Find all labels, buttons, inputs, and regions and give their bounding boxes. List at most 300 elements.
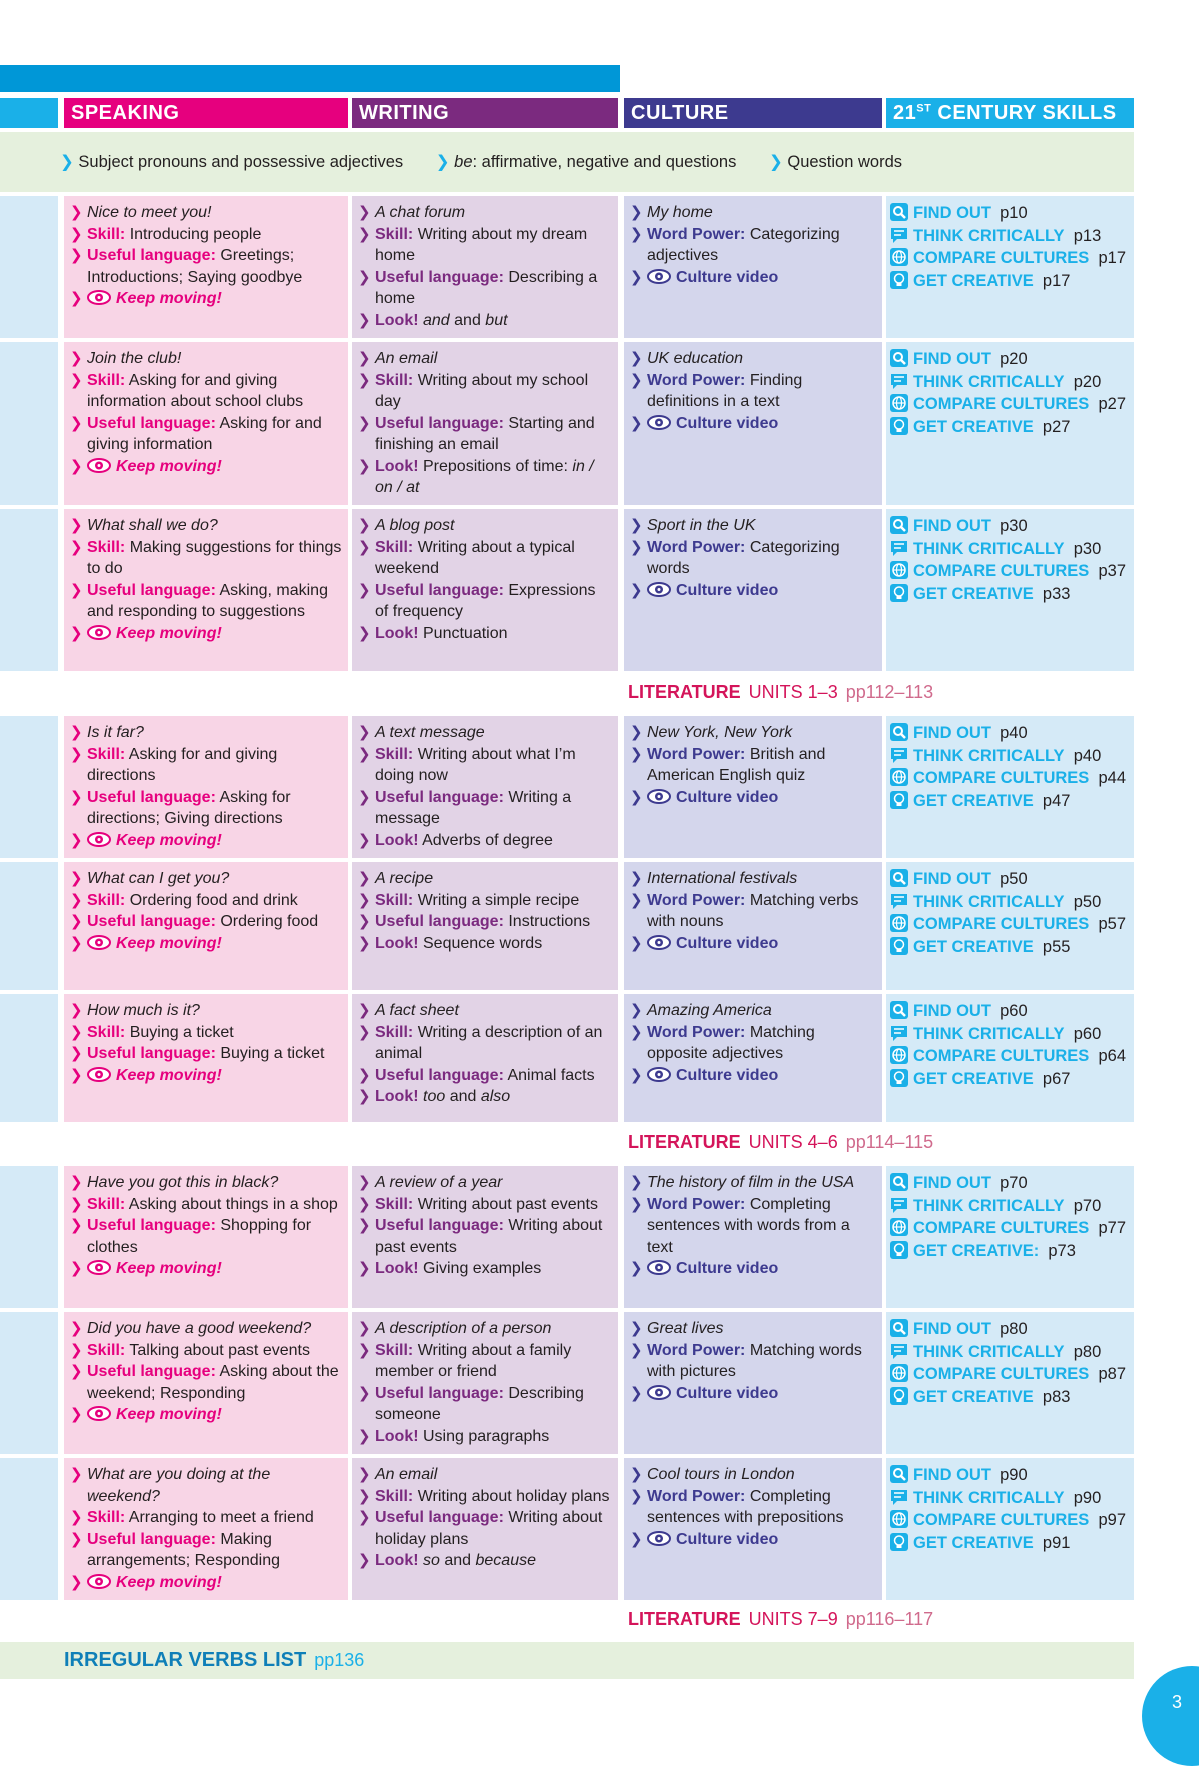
lightbulb-icon — [890, 1070, 913, 1088]
culture-title: ❯ Amazing America — [630, 1002, 772, 1019]
writing-useful: ❯ Useful language: Writing a message — [358, 788, 572, 827]
culture-cell — [624, 862, 882, 990]
page-ref: p70 — [1000, 1174, 1028, 1192]
header-skills-text: CENTURY SKILLS — [931, 102, 1117, 124]
culture-cell — [624, 196, 882, 338]
page-ref: p91 — [1042, 1533, 1071, 1552]
search-icon — [890, 350, 913, 368]
speaking-cell — [64, 1458, 348, 1600]
speaking-title: ❯ What can I get you? — [70, 870, 230, 887]
culture-cell — [624, 1458, 882, 1600]
speaking-useful: ❯ Useful language: Ordering food — [70, 913, 319, 930]
speaking-useful: ❯ Useful language: Asking, making and responding to suggestions — [70, 581, 328, 620]
culture-video[interactable]: ❯ Culture video — [630, 1260, 779, 1277]
skills-cell — [886, 196, 1134, 338]
unit-row — [0, 716, 1134, 858]
grammar-item: ❯ Subject pronouns and possessive adjectives — [60, 153, 404, 171]
page-ref: p67 — [1042, 1069, 1071, 1088]
speaking-cell — [64, 509, 348, 671]
writing-useful: ❯ Useful language: Writing about past events — [358, 1217, 603, 1256]
grammar-item: ❯ be: affirmative, negative and questions — [435, 153, 737, 171]
think-critically-item: THINK CRITICALLY p30 — [890, 538, 1128, 561]
writing-cell — [352, 342, 618, 505]
writing-cell — [352, 509, 618, 671]
compare-cultures-item: COMPARE CULTURES p57 — [890, 913, 1128, 936]
speaking-skill: ❯ Skill: Making suggestions for things to do — [70, 538, 342, 577]
eye-icon — [647, 935, 676, 952]
page-ref: p17 — [1098, 249, 1127, 267]
lightbulb-icon — [890, 1388, 913, 1406]
speaking-title: ❯ What are you doing at the weekend? — [70, 1466, 271, 1505]
search-icon — [890, 1002, 913, 1020]
look-text: Prepositions of time: — [423, 457, 573, 475]
header-21st-century-skills — [886, 98, 1134, 128]
unit-row — [0, 509, 1134, 671]
speaking-skill: ❯ Skill: Arranging to meet a friend — [70, 1509, 314, 1526]
skills-cell — [886, 716, 1134, 858]
culture-video[interactable]: ❯ Culture video — [630, 1384, 779, 1402]
unit-cell — [0, 1312, 58, 1454]
writing-useful: ❯ Useful language: Describing a home — [358, 268, 598, 307]
writing-useful: ❯ Useful language: Expressions of frequency — [358, 581, 596, 620]
culture-title: ❯ New York, New York — [630, 724, 793, 741]
get-creative-item: GET CREATIVE p55 — [890, 936, 1128, 959]
find-out-item: FIND OUT p70 — [890, 1172, 1128, 1195]
header-culture: CULTURE — [624, 98, 882, 128]
header-writing: WRITING — [352, 98, 618, 128]
speaking-cell — [64, 1166, 348, 1308]
search-icon — [890, 204, 913, 222]
compare-cultures-item: COMPARE CULTURES p87 — [890, 1363, 1128, 1386]
find-out-item: FIND OUT p40 — [890, 722, 1128, 745]
unit-cell — [0, 716, 58, 858]
keep-moving[interactable]: ❯ Keep moving! — [70, 457, 222, 475]
keep-moving[interactable]: ❯ Keep moving! — [70, 624, 222, 642]
literature-units: UNITS 1–3 — [748, 682, 838, 702]
eye-icon — [87, 290, 116, 307]
page-ref: p70 — [1073, 1196, 1102, 1215]
lightbulb-icon — [890, 418, 913, 436]
eye-icon — [647, 269, 676, 286]
skills-cell — [886, 862, 1134, 990]
keep-moving[interactable]: ❯ Keep moving! — [70, 290, 222, 307]
look-italic: also — [480, 1088, 511, 1105]
get-creative-item: GET CREATIVE p67 — [890, 1068, 1128, 1091]
lightbulb-icon — [890, 792, 913, 810]
unit-row — [0, 342, 1134, 505]
page-ref: p47 — [1042, 791, 1071, 810]
eye-icon — [647, 1385, 676, 1402]
page-ref: p57 — [1098, 915, 1127, 933]
grammar-italic: be — [454, 153, 473, 171]
lightbulb-icon — [890, 585, 913, 603]
writing-useful: ❯ Useful language: Starting and finishing an email — [358, 414, 595, 453]
culture-video[interactable]: ❯ Culture video — [630, 788, 779, 806]
page-ref: p73 — [1048, 1241, 1076, 1260]
speaking-cell — [64, 196, 348, 338]
keep-moving[interactable]: ❯ Keep moving! — [70, 1066, 222, 1084]
look-text: Sequence words — [423, 934, 543, 952]
culture-word-power: ❯ Word Power: Categorizing adjectives — [630, 225, 840, 264]
eye-icon — [87, 832, 116, 849]
globe-icon — [890, 1365, 913, 1383]
irregular-verbs-label: IRREGULAR VERBS LIST — [64, 1649, 307, 1671]
writing-skill: ❯ Skill: Writing about my dream home — [358, 225, 588, 264]
look-text: Giving examples — [423, 1260, 542, 1277]
compare-cultures-item: COMPARE CULTURES p64 — [890, 1045, 1128, 1068]
speaking-cell — [64, 862, 348, 990]
writing-useful: ❯ Useful language: Writing about holiday plans — [358, 1509, 603, 1548]
think-critically-item: THINK CRITICALLY p70 — [890, 1195, 1128, 1218]
writing-cell — [352, 1458, 618, 1600]
get-creative-item: GET CREATIVE p33 — [890, 583, 1128, 606]
speaking-title: ❯ Is it far? — [70, 724, 144, 741]
get-creative-item: GET CREATIVE p17 — [890, 270, 1128, 293]
think-critically-item: THINK CRITICALLY p40 — [890, 745, 1128, 768]
grammar-text: Subject pronouns and possessive adjectives — [78, 153, 404, 171]
find-out-item: FIND OUT p10 — [890, 202, 1128, 225]
grammar-item: ❯ Question words — [768, 153, 903, 171]
page-ref: p90 — [1073, 1488, 1102, 1507]
think-critically-item: THINK CRITICALLY p60 — [890, 1023, 1128, 1046]
page-ref: p50 — [1000, 870, 1028, 888]
page-ref: p27 — [1098, 395, 1127, 413]
eye-icon — [647, 1260, 676, 1277]
page-ref: p30 — [1000, 517, 1028, 535]
eye-icon — [87, 1260, 116, 1277]
irregular-verbs-pages: pp136 — [314, 1650, 365, 1670]
page-ref: p10 — [1000, 204, 1028, 222]
literature-banner — [628, 682, 933, 703]
page-ref: p20 — [1000, 350, 1028, 368]
page-ref: p33 — [1042, 584, 1071, 603]
culture-word-power: ❯ Word Power: Matching opposite adjectives — [630, 1023, 815, 1062]
culture-video[interactable]: ❯ Culture video — [630, 1066, 779, 1084]
grammar-text: : affirmative, negative and questions — [472, 153, 737, 171]
culture-cell — [624, 1312, 882, 1454]
speaking-title: ❯ Nice to meet you! — [70, 204, 212, 221]
literature-pages: pp116–117 — [845, 1609, 934, 1629]
look-italic: because — [475, 1552, 536, 1569]
literature-banner — [628, 1609, 933, 1630]
look-text: Using paragraphs — [423, 1427, 550, 1445]
writing-title: ❯ An email — [358, 1466, 438, 1483]
skills-cell — [886, 509, 1134, 671]
writing-title: ❯ A fact sheet — [358, 1002, 459, 1019]
culture-cell — [624, 342, 882, 505]
speaking-useful: ❯ Useful language: Asking about the weekend; Responding — [70, 1363, 339, 1402]
think-critically-item: THINK CRITICALLY p90 — [890, 1487, 1128, 1510]
writing-cell — [352, 196, 618, 338]
culture-title: ❯ My home — [630, 204, 713, 221]
eye-icon — [87, 625, 116, 642]
skills-cell — [886, 1458, 1134, 1600]
writing-title: ❯ A blog post — [358, 517, 455, 534]
speaking-title: ❯ What shall we do? — [70, 517, 218, 534]
think-critically-item: THINK CRITICALLY p13 — [890, 225, 1128, 248]
compare-cultures-item: COMPARE CULTURES p77 — [890, 1217, 1128, 1240]
culture-word-power: ❯ Word Power: Matching verbs with nouns — [630, 891, 859, 930]
literature-label: LITERATURE — [628, 1609, 741, 1629]
page-ref: p64 — [1098, 1047, 1127, 1065]
writing-look: ❯ Look! Prepositions of time: in / on / at — [358, 457, 594, 496]
writing-skill: ❯ Skill: Writing about my school day — [358, 371, 589, 410]
culture-cell — [624, 716, 882, 858]
unit-cell — [0, 342, 58, 505]
search-icon — [890, 1320, 913, 1338]
speech-bubble-icon — [890, 373, 913, 391]
speaking-skill: ❯ Skill: Buying a ticket — [70, 1023, 234, 1041]
keep-moving[interactable]: ❯ Keep moving! — [70, 1260, 222, 1277]
lightbulb-icon — [890, 272, 913, 290]
globe-icon — [890, 249, 913, 267]
find-out-item: FIND OUT p50 — [890, 868, 1128, 891]
speaking-skill: ❯ Skill: Ordering food and drink — [70, 891, 298, 909]
skills-cell — [886, 342, 1134, 505]
speech-bubble-icon — [890, 747, 913, 765]
unit-cell — [0, 196, 58, 338]
get-creative-item: GET CREATIVE p83 — [890, 1386, 1128, 1409]
look-italic: in / on / at — [375, 457, 594, 496]
look-text: Adverbs of degree — [422, 831, 553, 849]
eye-icon — [647, 789, 676, 806]
globe-icon — [890, 1219, 913, 1237]
literature-banner — [628, 1132, 933, 1153]
writing-cell — [352, 716, 618, 858]
writing-look: ❯ Look! too and also — [358, 1088, 511, 1105]
think-critically-item: THINK CRITICALLY p80 — [890, 1341, 1128, 1364]
find-out-item: FIND OUT p20 — [890, 348, 1128, 371]
culture-word-power: ❯ Word Power: Completing sentences with prepositions — [630, 1487, 844, 1526]
skills-cell — [886, 1166, 1134, 1308]
unit-row — [0, 1458, 1134, 1600]
culture-word-power: ❯ Word Power: Completing sentences with words from a text — [630, 1195, 850, 1256]
globe-icon — [890, 1511, 913, 1529]
eye-icon — [87, 1574, 116, 1591]
header-skills-number: 21 — [893, 102, 917, 124]
culture-cell — [624, 509, 882, 671]
page-ref: p60 — [1000, 1002, 1028, 1020]
keep-moving[interactable]: ❯ Keep moving! — [70, 1406, 222, 1423]
page-ref: p13 — [1073, 226, 1102, 245]
unit-row — [0, 196, 1134, 338]
culture-video[interactable]: ❯ Culture video — [630, 934, 779, 952]
unit-column-header — [0, 98, 58, 128]
page-ref: p97 — [1098, 1511, 1127, 1529]
globe-icon — [890, 1047, 913, 1065]
compare-cultures-item: COMPARE CULTURES p27 — [890, 393, 1128, 416]
look-text: and — [439, 1552, 476, 1569]
writing-useful: ❯ Useful language: Animal facts — [358, 1066, 595, 1084]
header-speaking: SPEAKING — [64, 98, 348, 128]
get-creative-item: GET CREATIVE p91 — [890, 1532, 1128, 1555]
speaking-cell — [64, 1312, 348, 1454]
get-creative-item: GET CREATIVE: p73 — [890, 1240, 1128, 1263]
look-text: Punctuation — [423, 624, 508, 642]
page-ref: p60 — [1073, 1024, 1102, 1043]
lightbulb-icon — [890, 1242, 913, 1260]
header-skills-sup: ST — [916, 102, 932, 115]
page-ref: p77 — [1098, 1219, 1127, 1237]
look-italic: so — [423, 1552, 440, 1569]
page-ref: p27 — [1042, 417, 1071, 436]
eye-icon — [87, 1406, 116, 1423]
get-creative-item: GET CREATIVE p47 — [890, 790, 1128, 813]
page-ref: p80 — [1000, 1320, 1028, 1338]
speech-bubble-icon — [890, 1489, 913, 1507]
speaking-skill: ❯ Skill: Talking about past events — [70, 1341, 310, 1359]
look-italic: too — [423, 1088, 446, 1105]
speaking-skill: ❯ Skill: Introducing people — [70, 225, 262, 243]
speaking-title: ❯ Join the club! — [70, 350, 182, 367]
literature-units: UNITS 4–6 — [748, 1132, 838, 1152]
look-text: and — [449, 311, 486, 329]
writing-skill: ❯ Skill: Writing a description of an animal — [358, 1023, 603, 1062]
eye-icon — [87, 458, 116, 475]
page-ref: p20 — [1073, 372, 1102, 391]
writing-cell — [352, 1166, 618, 1308]
keep-moving[interactable]: ❯ Keep moving! — [70, 934, 222, 952]
writing-cell — [352, 1312, 618, 1454]
culture-title: ❯ The history of film in the USA — [630, 1174, 855, 1191]
culture-title: ❯ International festivals — [630, 870, 798, 887]
grammar-text: Question words — [787, 153, 903, 171]
writing-title: ❯ A text message — [358, 724, 485, 741]
literature-pages: pp112–113 — [845, 682, 934, 702]
writing-cell — [352, 994, 618, 1122]
speech-bubble-icon — [890, 1197, 913, 1215]
speaking-useful: ❯ Useful language: Buying a ticket — [70, 1045, 325, 1062]
eye-icon — [647, 582, 676, 599]
writing-look: ❯ Look! and and but — [358, 311, 508, 329]
speaking-skill: ❯ Skill: Asking for and giving information about school clubs — [70, 371, 304, 410]
page-ref: p90 — [1000, 1466, 1028, 1484]
culture-title: ❯ UK education — [630, 350, 744, 367]
writing-look: ❯ Look! Punctuation — [358, 624, 508, 642]
search-icon — [890, 517, 913, 535]
unit-row — [0, 862, 1134, 990]
grammar-bar — [0, 132, 1134, 192]
culture-word-power: ❯ Word Power: British and American English quiz — [630, 745, 826, 784]
writing-skill: ❯ Skill: Writing about a family member or friend — [358, 1341, 572, 1380]
think-critically-item: THINK CRITICALLY p50 — [890, 891, 1128, 914]
page-ref: p50 — [1073, 892, 1102, 911]
page-ref: p87 — [1098, 1365, 1127, 1383]
unit-cell — [0, 862, 58, 990]
compare-cultures-item: COMPARE CULTURES p97 — [890, 1509, 1128, 1532]
search-icon — [890, 1174, 913, 1192]
culture-video[interactable]: ❯ Culture video — [630, 414, 779, 432]
speaking-useful: ❯ Useful language: Greetings; Introductions; Saying goodbye — [70, 247, 303, 286]
writing-title: ❯ An email — [358, 350, 438, 367]
compare-cultures-item: COMPARE CULTURES p17 — [890, 247, 1128, 270]
search-icon — [890, 870, 913, 888]
find-out-item: FIND OUT p30 — [890, 515, 1128, 538]
culture-cell — [624, 1166, 882, 1308]
speaking-useful: ❯ Useful language: Shopping for clothes — [70, 1217, 312, 1256]
page-ref: p83 — [1042, 1387, 1071, 1406]
speech-bubble-icon — [890, 1343, 913, 1361]
page-ref: p44 — [1098, 769, 1127, 787]
speaking-cell — [64, 342, 348, 505]
globe-icon — [890, 915, 913, 933]
keep-moving[interactable]: ❯ Keep moving! — [70, 1573, 222, 1591]
speaking-skill: ❯ Skill: Asking about things in a shop — [70, 1195, 338, 1213]
page-ref: p40 — [1000, 724, 1028, 742]
look-italic: and — [423, 311, 450, 329]
globe-icon — [890, 562, 913, 580]
culture-video[interactable]: ❯ Culture video — [630, 1530, 779, 1548]
page-number-text: 3 — [1172, 1692, 1183, 1712]
literature-pages: pp114–115 — [845, 1132, 934, 1152]
culture-title: ❯ Great lives — [630, 1320, 724, 1337]
literature-units: UNITS 7–9 — [748, 1609, 838, 1629]
unit-cell — [0, 509, 58, 671]
page-number — [1142, 1666, 1199, 1766]
speaking-useful: ❯ Useful language: Making arrangements; Responding — [70, 1530, 281, 1569]
eye-icon — [647, 1531, 676, 1548]
lightbulb-icon — [890, 938, 913, 956]
lightbulb-icon — [890, 1534, 913, 1552]
speaking-useful: ❯ Useful language: Asking for and giving information — [70, 414, 322, 453]
skills-cell — [886, 994, 1134, 1122]
speaking-skill: ❯ Skill: Asking for and giving directions — [70, 745, 278, 784]
writing-look: ❯ Look! Giving examples — [358, 1260, 542, 1277]
writing-useful: ❯ Useful language: Describing someone — [358, 1384, 584, 1423]
culture-video[interactable]: ❯ Culture video — [630, 581, 779, 599]
culture-word-power: ❯ Word Power: Matching words with pictures — [630, 1341, 862, 1380]
top-accent-bar — [0, 65, 620, 92]
writing-title: ❯ A review of a year — [358, 1174, 503, 1191]
page-ref: p80 — [1073, 1342, 1102, 1361]
literature-label: LITERATURE — [628, 682, 741, 702]
think-critically-item: THINK CRITICALLY p20 — [890, 371, 1128, 394]
speaking-cell — [64, 716, 348, 858]
page-ref: p17 — [1042, 271, 1071, 290]
page-ref: p30 — [1073, 539, 1102, 558]
writing-skill: ❯ Skill: Writing about past events — [358, 1195, 598, 1213]
writing-title: ❯ A chat forum — [358, 204, 466, 221]
compare-cultures-item: COMPARE CULTURES p37 — [890, 560, 1128, 583]
unit-row — [0, 1166, 1134, 1308]
culture-word-power: ❯ Word Power: Categorizing words — [630, 538, 840, 577]
speech-bubble-icon — [890, 1025, 913, 1043]
find-out-item: FIND OUT p80 — [890, 1318, 1128, 1341]
unit-cell — [0, 994, 58, 1122]
culture-video[interactable]: ❯ Culture video — [630, 268, 779, 286]
page-ref: p55 — [1042, 937, 1071, 956]
writing-skill: ❯ Skill: Writing about what I’m doing now — [358, 745, 576, 784]
eye-icon — [87, 1067, 116, 1084]
compare-cultures-item: COMPARE CULTURES p44 — [890, 767, 1128, 790]
culture-word-power: ❯ Word Power: Finding definitions in a text — [630, 371, 803, 410]
writing-look: ❯ Look! Sequence words — [358, 934, 543, 952]
speaking-cell — [64, 994, 348, 1122]
find-out-item: FIND OUT p60 — [890, 1000, 1128, 1023]
writing-title: ❯ A recipe — [358, 870, 434, 887]
keep-moving[interactable]: ❯ Keep moving! — [70, 831, 222, 849]
writing-skill: ❯ Skill: Writing about holiday plans — [358, 1487, 610, 1505]
eye-icon — [87, 935, 116, 952]
unit-cell — [0, 1458, 58, 1600]
look-text: and — [445, 1088, 481, 1105]
speaking-title: ❯ Have you got this in black? — [70, 1174, 279, 1191]
writing-look: ❯ Look! Using paragraphs — [358, 1427, 550, 1445]
eye-icon — [647, 1067, 676, 1084]
writing-cell — [352, 862, 618, 990]
globe-icon — [890, 769, 913, 787]
writing-title: ❯ A description of a person — [358, 1320, 552, 1337]
